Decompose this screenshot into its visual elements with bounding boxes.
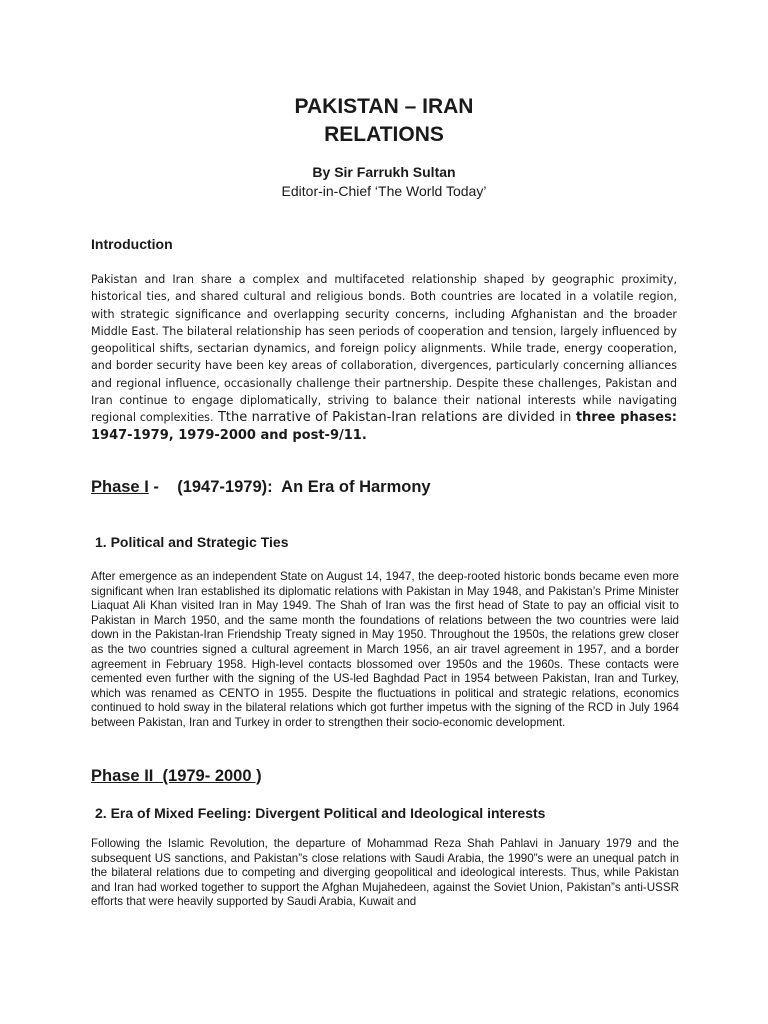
- introduction-text: Pakistan and Iran share a complex and multifaceted relationship shaped by geographic proximity, historical ties, and shared cultural and religious bonds. Both countries are located in a volatile region, with strategic significance and overlapping security concerns, including Afghanistan and the broader Middle East. The bilateral relationship has seen periods of cooperation and tension, largely influenced by geopolitical shifts, sectarian dynamics, and foreign policy alignments. While trade, energy cooperation, and border security have been key areas of collaboration, divergences, particularly concerning alliances and regional influence, occasionally challenge their partnership. Despite these challenges, Pakistan and Iran continue to engage diplomatically, striving to balance their national interests while navigating regional complexities.: [91, 273, 677, 425]
- author-position: Editor-in-Chief ‘The World Today’: [281, 183, 487, 199]
- title-line-2: RELATIONS: [324, 123, 444, 146]
- introduction-tail: Tthe narrative of Pakistan-Iran relations are divided in: [213, 410, 576, 426]
- phase-1-rest: - (1947-1979): An Era of Harmony: [148, 478, 431, 496]
- title-line-1: PAKISTAN – IRAN: [294, 95, 474, 118]
- phase-1-label: Phase I: [91, 478, 149, 496]
- author-byline: By Sir Farrukh Sultan: [312, 164, 456, 180]
- introduction-paragraph: [91, 271, 677, 444]
- section-2-heading: 2. Era of Mixed Feeling: Divergent Political and Ideological interests: [95, 805, 546, 821]
- phase-2-heading: [91, 767, 262, 786]
- introduction-phases: three phases: 1947-1979, 1979-2000 and post-9/11.: [91, 410, 678, 443]
- section-1-heading: 1. Political and Strategic Ties: [95, 534, 289, 550]
- introduction-heading: Introduction: [91, 236, 173, 252]
- section-1-paragraph: After emergence as an independent State on August 14, 1947, the deep-rooted historic bonds became even more significant when Iran established its diplomatic relations with Pakistan in May 1948, and Pakistan’s Prime Minister Liaquat Ali Khan visited Iran in May 1949. The Shah of Iran was the first head of State to pay an official visit to Pakistan in March 1950, and the same month the foundations of relations between the two countries were laid down in the Pakistan-Iran Friendship Treaty signed in May 1950. Throughout the 1950s, the relations grew closer as the two countries signed a cultural agreement in March 1956, an air travel agreement in 1957, and a border agreement in February 1958. High-level contacts blossomed over 1950s and the 1960s. These contacts were cemented even further with the signing of the US-led Baghdad Pact in 1954 between Pakistan, Iran and Turkey, which was renamed as CENTO in 1955. Despite the fluctuations in political and strategic relations, economics continued to hold sway in the bilateral relations which got further impetus with the signing of the RCD in July 1964 between Pakistan, Iran and Turkey in order to strengthen their socio-economic development.: [91, 570, 679, 729]
- phase-2-label: Phase II (1979- 2000 ): [91, 767, 262, 785]
- phase-1-heading: [91, 478, 431, 497]
- section-2-paragraph: Following the Islamic Revolution, the departure of Mohammad Reza Shah Pahlavi in January 1979 and the subsequent US sanctions, and Pakistan”s close relations with Saudi Arabia, the 1990”s were an unequal patch in the bilateral relations due to competing and diverging geopolitical and ideological interests. Thus, while Pakistan and Iran had worked together to support the Afghan Mujahedeen, against the Soviet Union, Pakistan”s anti-USSR efforts that were heavily supported by Saudi Arabia, Kuwait and: [91, 837, 679, 909]
